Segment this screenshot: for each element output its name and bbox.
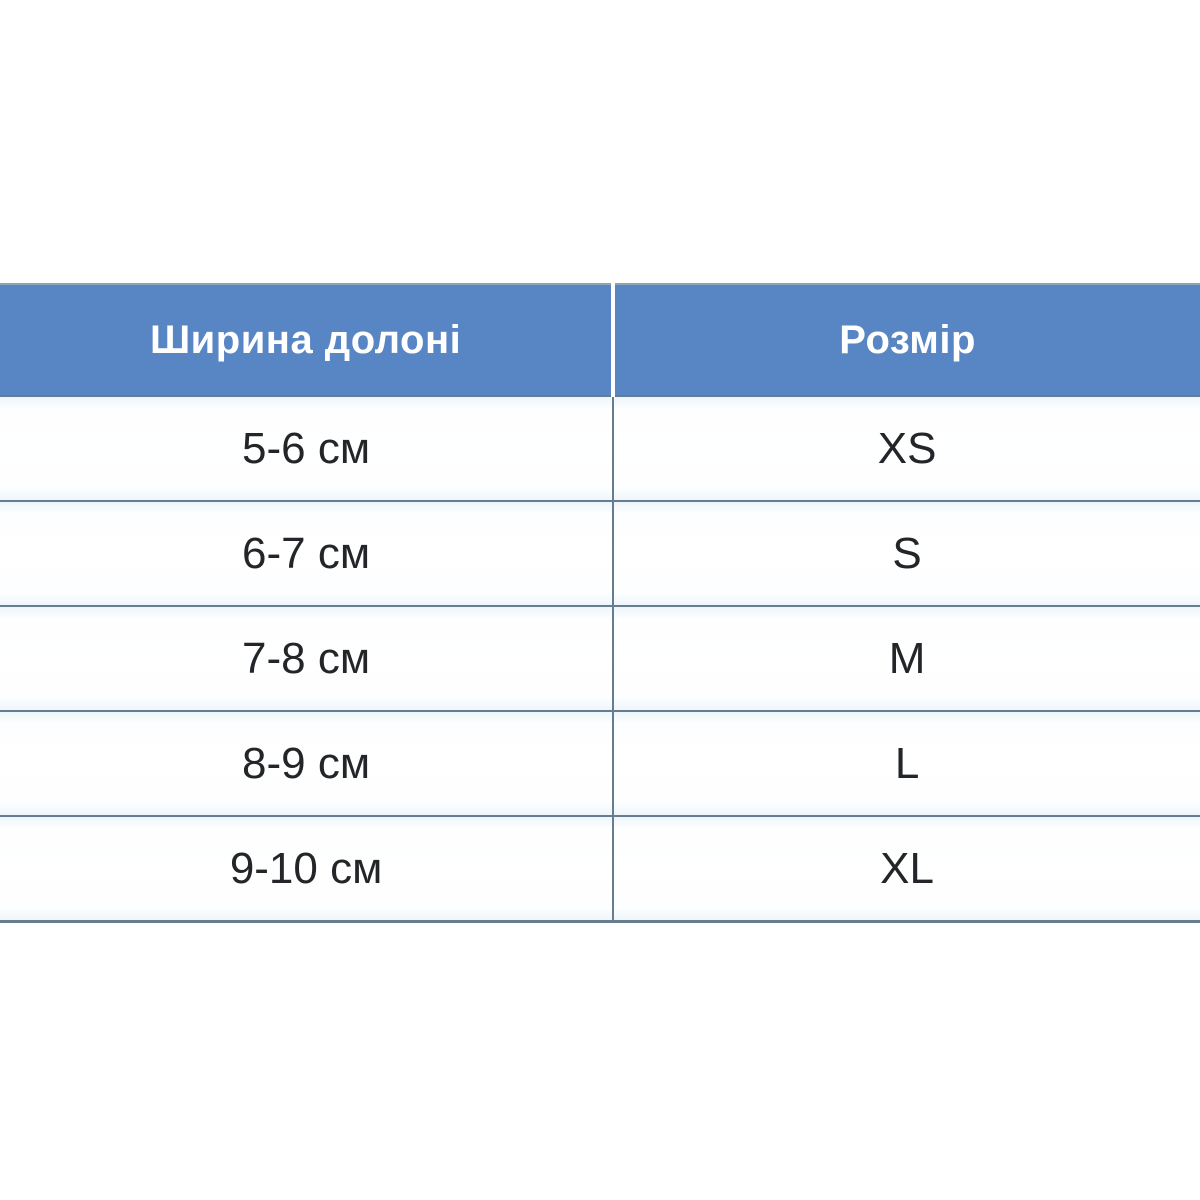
palm-width-cell: 9-10 см (0, 816, 613, 922)
size-chart (0, 283, 1200, 923)
size-cell: XL (613, 816, 1200, 922)
size-cell: S (613, 501, 1200, 606)
table-row (0, 711, 1200, 816)
table-row (0, 396, 1200, 501)
table-row (0, 606, 1200, 711)
column-header-size: Розмір (613, 284, 1200, 396)
table-row (0, 816, 1200, 922)
column-header-palm-width: Ширина долоні (0, 284, 613, 396)
table-row (0, 501, 1200, 606)
size-cell: L (613, 711, 1200, 816)
palm-width-cell: 5-6 см (0, 396, 613, 501)
palm-width-cell: 7-8 см (0, 606, 613, 711)
size-table (0, 283, 1200, 923)
size-cell: XS (613, 396, 1200, 501)
table-header-row (0, 284, 1200, 396)
size-cell: M (613, 606, 1200, 711)
palm-width-cell: 6-7 см (0, 501, 613, 606)
palm-width-cell: 8-9 см (0, 711, 613, 816)
